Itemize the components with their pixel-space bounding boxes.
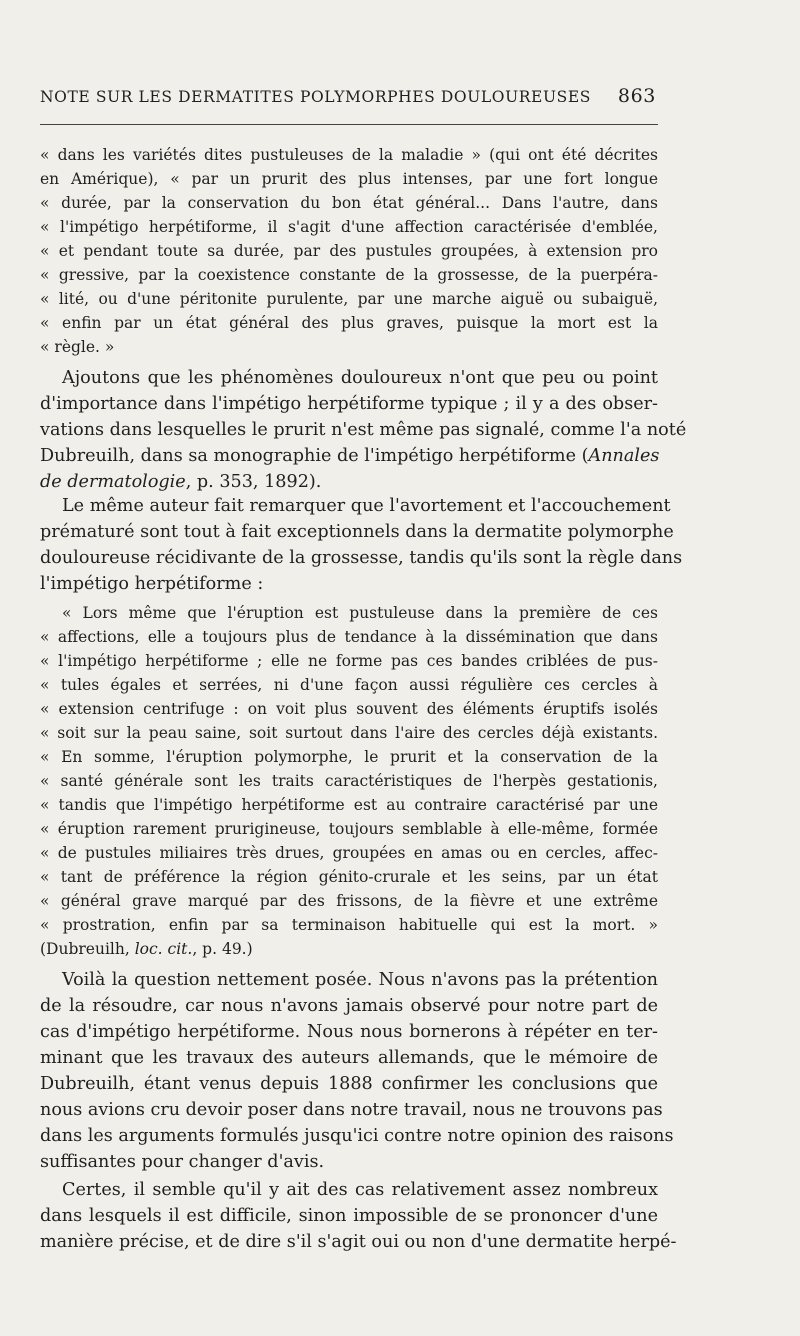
body-text: Dubreuilh, dans sa monographie de l'impétigo herpétiforme ( <box>40 446 589 466</box>
body-line <box>40 446 658 466</box>
body-line: de la résoudre, car nous n'avons jamais observé pour notre part de <box>40 996 658 1016</box>
page-number: 863 <box>617 85 656 107</box>
quote-line: « éruption rarement prurigineuse, toujours semblable à elle-même, formée <box>40 820 658 838</box>
body-line: l'impétigo herpétiforme : <box>40 574 264 594</box>
quote-line: « et pendant toute sa durée, par des pustules groupées, à extension pro <box>40 242 658 260</box>
body-line: Le même auteur fait remarquer que l'avortement et l'accouchement <box>62 496 671 516</box>
quote-line: « dans les variétés dites pustuleuses de la maladie » (qui ont été décrites <box>40 146 658 164</box>
quote-line: « l'impétigo herpétiforme, il s'agit d'une affection caractérisée d'emblée, <box>40 218 658 236</box>
quote-line: « soit sur la peau saine, soit surtout dans l'aire des cercles déjà existants. <box>40 724 658 742</box>
quote-line: en Amérique), « par un prurit des plus intenses, par une fort longue <box>40 170 658 188</box>
body-line: minant que les travaux des auteurs allemands, que le mémoire de <box>40 1048 658 1068</box>
citation-text: (Dubreuilh, <box>40 940 135 958</box>
body-line: nous avions cru devoir poser dans notre travail, nous ne trouvons pas <box>40 1100 663 1120</box>
body-line: prématuré sont tout à fait exceptionnels dans la dermatite polymorphe <box>40 522 674 542</box>
body-line: cas d'impétigo herpétiforme. Nous nous bornerons à répéter en ter- <box>40 1022 658 1042</box>
body-line: douloureuse récidivante de la grossesse, tandis qu'ils sont la règle dans <box>40 548 683 568</box>
body-line: Dubreuilh, étant venus depuis 1888 confirmer les conclusions que <box>40 1074 658 1094</box>
body-line: Certes, il semble qu'il y ait des cas relativement assez nombreux <box>62 1180 658 1200</box>
body-line: manière précise, et de dire s'il s'agit oui ou non d'une dermatite herpé- <box>40 1232 677 1252</box>
quote-line: « Lors même que l'éruption est pustuleuse dans la première de ces <box>62 604 658 622</box>
quote-line: « En somme, l'éruption polymorphe, le prurit et la conservation de la <box>40 748 658 766</box>
body-text: , p. 353, 1892). <box>185 472 322 492</box>
quote-line: « tules égales et serrées, ni d'une façon aussi régulière ces cercles à <box>40 676 658 694</box>
citation-text: , p. 49.) <box>192 940 253 958</box>
journal-title: de dermatologie <box>40 472 186 492</box>
quote-line: « tandis que l'impétigo herpétiforme est au contraire caractérisé par une <box>40 796 658 814</box>
quote-line: « santé générale sont les traits caractéristiques de l'herpès gestationis, <box>40 772 658 790</box>
quote-line: « de pustules miliaires très drues, groupées en amas ou en cercles, affec- <box>40 844 658 862</box>
body-line: Voilà la question nettement posée. Nous n'avons pas la prétention <box>62 970 658 990</box>
quote-line: « l'impétigo herpétiforme ; elle ne forme pas ces bandes criblées de pus- <box>40 652 658 670</box>
body-line: vations dans lesquelles le prurit n'est même pas signalé, comme l'a noté <box>40 420 687 440</box>
citation-line <box>40 940 658 958</box>
header-rule <box>40 124 658 125</box>
quote-line: « affections, elle a toujours plus de tendance à la dissémination que dans <box>40 628 658 646</box>
quote-line: « lité, ou d'une péritonite purulente, par une marche aiguë ou subaiguë, <box>40 290 658 308</box>
quote-line: « durée, par la conservation du bon état général... Dans l'autre, dans <box>40 194 658 212</box>
journal-title: Annales <box>588 446 660 466</box>
body-line <box>40 472 658 492</box>
running-title: NOTE SUR LES DERMATITES POLYMORPHES DOULOUREUSES <box>40 88 591 106</box>
body-line: Ajoutons que les phénomènes douloureux n'ont que peu ou point <box>62 368 658 388</box>
body-line: d'importance dans l'impétigo herpétiforme typique ; il y a des obser- <box>40 394 658 414</box>
quote-line: « extension centrifuge : on voit plus souvent des éléments éruptifs isolés <box>40 700 658 718</box>
body-line: dans lesquels il est difficile, sinon impossible de se prononcer d'une <box>40 1206 658 1226</box>
citation-loc: loc. cit. <box>134 940 193 958</box>
quote-line: « enfin par un état général des plus graves, puisque la mort est la <box>40 314 658 332</box>
quote-line: « tant de préférence la région génito-crurale et les seins, par un état <box>40 868 658 886</box>
quote-line: « général grave marqué par des frissons, de la fièvre et une extrême <box>40 892 658 910</box>
body-line: suffisantes pour changer d'avis. <box>40 1152 325 1172</box>
quote-line: « gressive, par la coexistence constante de la grossesse, de la puerpéra- <box>40 266 658 284</box>
running-header <box>40 85 656 112</box>
quote-line: « règle. » <box>40 338 115 356</box>
body-line: dans les arguments formulés jusqu'ici contre notre opinion des raisons <box>40 1126 674 1146</box>
quote-line: « prostration, enfin par sa terminaison habituelle qui est la mort. » <box>40 916 658 934</box>
